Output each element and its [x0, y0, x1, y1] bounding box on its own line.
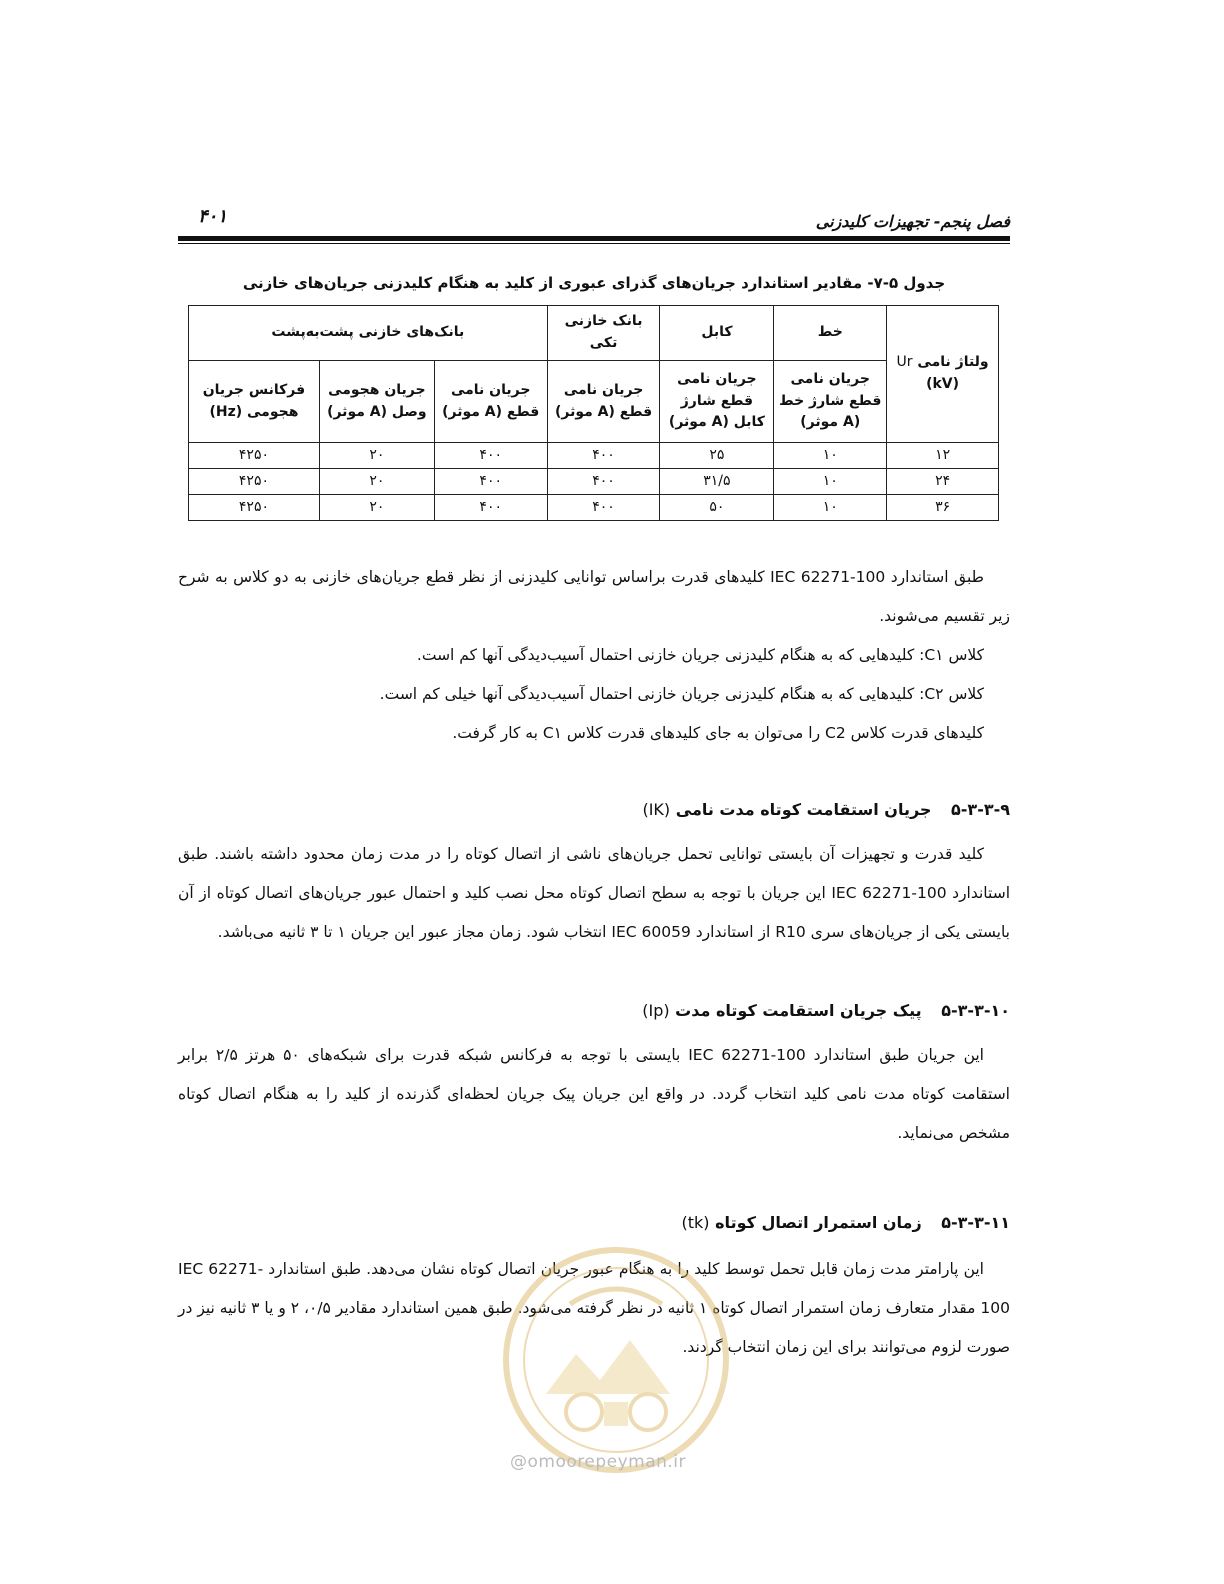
table-row [189, 443, 999, 469]
cell-btb-breaking: ۴۰۰ [434, 443, 547, 469]
class-c2-item: کلاس C۲: کلیدهایی که به هنگام کلیدزنی جریان خازنی احتمال آسیب‌دیدگی آنها خیلی کم است. [379, 685, 984, 703]
header-back-to-back: بانک‌های خازنی پشت‌به‌پشت [189, 306, 548, 361]
intro-block [178, 558, 1010, 753]
cell-voltage: ۳۶ [887, 495, 999, 521]
section-heading-9 [178, 800, 1010, 819]
section-symbol: (Ip) [642, 1001, 670, 1020]
chapter-title: فصل پنجم- تجهیزات کلیدزنی [815, 212, 1010, 231]
rated-voltage-unit: (kV) [926, 376, 960, 392]
class-note: کلیدهای قدرت کلاس C2 را می‌توان به جای کلیدهای قدرت کلاس C۱ به کار گرفت. [452, 724, 984, 742]
at-icon: @ [510, 1452, 528, 1472]
cell-cable: ۲۵ [660, 443, 774, 469]
section-symbol: (tk) [681, 1213, 710, 1232]
table-row [189, 469, 999, 495]
cell-single: ۴۰۰ [547, 443, 660, 469]
page-number: ۴۰۱ [198, 206, 228, 227]
header-rated-voltage [887, 306, 999, 443]
section-title: جریان استقامت کوتاه مدت نامی [675, 800, 932, 819]
cell-line: ۱۰ [774, 443, 887, 469]
section-number: ۵-۳-۳-۱۱ [941, 1213, 1010, 1232]
cell-line: ۱۰ [774, 469, 887, 495]
subheader-btb-inrush: جریان هجومی وصل (A موثر) [319, 361, 434, 443]
section-heading-10 [178, 1001, 1010, 1020]
section-body-9 [178, 835, 1010, 952]
header-line: خط [774, 306, 887, 361]
section-number: ۵-۳-۳-۱۰ [941, 1001, 1010, 1020]
section-paragraph: این جریان طبق استاندارد IEC 62271-100 بایستی با توجه به فرکانس شبکه قدرت برای شبکه‌های ۵۰ هرتز ۲/۵ برابر استقامت کوتاه مدت نامی کلید انتخاب گردد. در واقع این جریان پیک جریان لحظه‌ای گذرنده از کلید را به هنگام اتصال کوتاه مشخص می‌نماید. [178, 1046, 1010, 1142]
intro-paragraph: طبق استاندارد IEC 62271-100 کلیدهای قدرت براساس توانایی کلیدزنی از نظر قطع جریان‌های خازنی به دو کلاس به شرح زیر تقسیم می‌شوند. [178, 568, 1010, 625]
section-heading-11 [178, 1213, 1010, 1232]
section-paragraph: این پارامتر مدت زمان قابل تحمل توسط کلید را به هنگام عبور جریان اتصال کوتاه نشان می‌دهد. طبق استاندارد IEC 62271-100 مقدار متعارف زمان استمرار اتصال کوتاه ۱ ثانیه در نظر گرفته می‌شود. طبق همین استاندارد مقادیر ۰/۵، ۲ و یا ۳ ثانیه نیز در صورت لزوم می‌توانند برای این زمان انتخاب گردند. [178, 1260, 1010, 1356]
section-title: زمان استمرار اتصال کوتاه [715, 1213, 922, 1232]
seal-logo-icon [500, 1244, 732, 1476]
rated-voltage-symbol: Ur [896, 354, 913, 371]
cell-frequency: ۴۲۵۰ [189, 469, 320, 495]
watermark-url: @omoorepeyman.ir [510, 1452, 687, 1472]
cell-cable: ۳۱/۵ [660, 469, 774, 495]
subheader-single-bank: جریان نامی قطع (A موثر) [547, 361, 660, 443]
header-rule-thin [178, 243, 1010, 244]
cell-single: ۴۰۰ [547, 469, 660, 495]
cell-single: ۴۰۰ [547, 495, 660, 521]
cell-voltage: ۱۲ [887, 443, 999, 469]
section-body-10 [178, 1036, 1010, 1153]
subheader-cable: جریان نامی قطع شارژ کابل (A موثر) [660, 361, 774, 443]
rated-voltage-label: ولتاژ نامی [917, 354, 989, 371]
cell-inrush: ۲۰ [319, 495, 434, 521]
cell-btb-breaking: ۴۰۰ [434, 495, 547, 521]
cell-frequency: ۴۲۵۰ [189, 495, 320, 521]
section-title: پیک جریان استقامت کوتاه مدت [675, 1001, 922, 1020]
class-c1-item: کلاس C۱: کلیدهایی که به هنگام کلیدزنی جریان خازنی احتمال آسیب‌دیدگی آنها کم است. [416, 646, 984, 664]
cell-line: ۱۰ [774, 495, 887, 521]
cell-voltage: ۲۴ [887, 469, 999, 495]
cell-btb-breaking: ۴۰۰ [434, 469, 547, 495]
cell-frequency: ۴۲۵۰ [189, 443, 320, 469]
table-caption: جدول ۵-۷- مقادیر استاندارد جریان‌های گذرای عبوری از کلید به هنگام کلیدزنی جریان‌های خازنی [242, 274, 946, 292]
table-row [189, 495, 999, 521]
cell-cable: ۵۰ [660, 495, 774, 521]
header-rule-thick [178, 236, 1010, 241]
section-number: ۵-۳-۳-۹ [951, 800, 1010, 819]
cell-inrush: ۲۰ [319, 469, 434, 495]
subheader-btb-frequency: فرکانس جریان هجومی (Hz) [189, 361, 320, 443]
header-cable: کابل [660, 306, 774, 361]
section-symbol: (IK) [642, 800, 671, 819]
capacitive-switching-table [188, 305, 999, 521]
subheader-line: جریان نامی قطع شارژ خط (A موثر) [774, 361, 887, 443]
header-single-bank: بانک خازنی تکی [547, 306, 660, 361]
section-paragraph: کلید قدرت و تجهیزات آن بایستی توانایی تحمل جریان‌های ناشی از اتصال کوتاه را در مدت زمان محدود داشته باشند. طبق استاندارد IEC 62271-100 این جریان با توجه به سطح اتصال کوتاه محل نصب کلید و احتمال عبور جریان‌های اتصال کوتاه از آن بایستی یکی از جریان‌های سری R10 از استاندارد IEC 60059 انتخاب شود. زمان مجاز عبور این جریان ۱ تا ۳ ثانیه می‌باشد. [178, 845, 1010, 941]
cell-inrush: ۲۰ [319, 443, 434, 469]
subheader-btb-breaking: جریان نامی قطع (A موثر) [434, 361, 547, 443]
